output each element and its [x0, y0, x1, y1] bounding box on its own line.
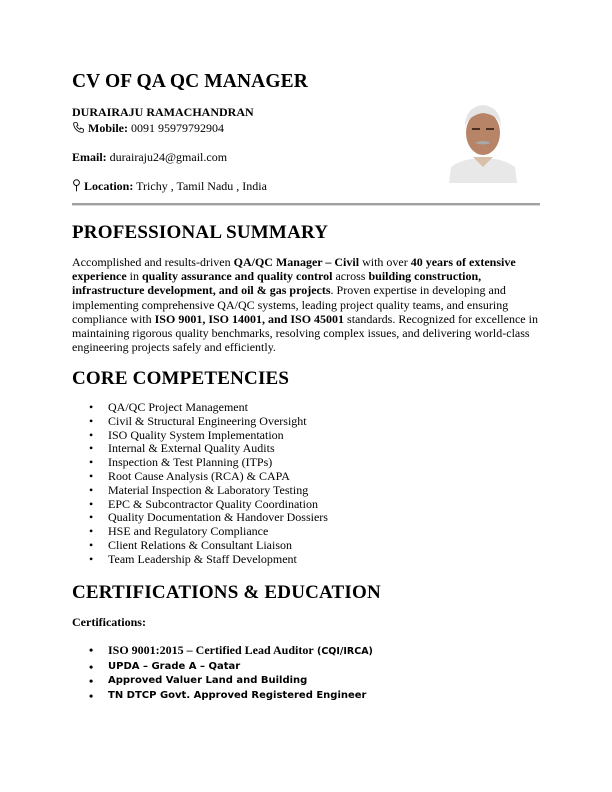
competency-item: • Client Relations & Consultant Liaison [72, 539, 328, 553]
certification-title: UPDA – Grade A – Qatar [108, 660, 241, 672]
summary-emphasis: QA/QC Manager – Civil [233, 255, 360, 269]
competency-item: • Material Inspection & Laboratory Testing [72, 484, 328, 498]
profile-photo [449, 95, 517, 183]
competency-item: • Quality Documentation & Handover Dossiers [72, 511, 328, 525]
certification-item [72, 643, 373, 660]
summary-paragraph [72, 255, 542, 354]
location-value: Trichy , Tamil Nadu , India [136, 179, 267, 193]
competency-item: • Internal & External Quality Audits [72, 442, 328, 456]
competency-item: • HSE and Regulatory Compliance [72, 525, 328, 539]
competency-item: • Inspection & Test Planning (ITPs) [72, 456, 328, 470]
competency-item: • Civil & Structural Engineering Oversight [72, 415, 328, 429]
document-title: CV OF QA QC MANAGER [72, 71, 308, 92]
competency-item: • Team Leadership & Staff Development [72, 553, 328, 567]
competency-item: • Root Cause Analysis (RCA) & CAPA [72, 470, 328, 484]
competency-item: • QA/QC Project Management [72, 401, 328, 415]
summary-emphasis: 40 years of extensive experience [72, 255, 516, 284]
certification-issuer: (CQI/IRCA) [313, 646, 373, 657]
mobile-line [72, 121, 224, 138]
summary-emphasis: building construction, infrastructure development, and oil & gas projects [72, 269, 482, 298]
phone-icon [72, 121, 85, 138]
competency-item: • ISO Quality System Implementation [72, 429, 328, 443]
certification-item [72, 689, 373, 704]
summary-emphasis: quality assurance and quality control [141, 269, 333, 284]
summary-text: standards. Recognized for excellence in maintaining rigorous quality benchmarks, resolving complex issues, and delivering world-class engineering projects safely and efficiently. [72, 311, 538, 355]
header-divider [72, 203, 540, 206]
email-line [72, 150, 227, 165]
certifications-list [72, 643, 373, 703]
mobile-label: Mobile: [88, 121, 128, 135]
certifications-heading: CERTIFICATIONS & EDUCATION [72, 582, 381, 603]
summary-text: . Proven expertise in developing and implementing comprehensive QA/QC systems, leading project quality teams, and ensuring compliance with [72, 283, 509, 326]
certification-item [72, 660, 373, 675]
location-label: Location: [84, 179, 134, 193]
certification-title: ISO 9001:2015 – Certified Lead Auditor [108, 643, 314, 657]
location-line [72, 179, 267, 196]
candidate-name: DURAIRAJU RAMACHANDRAN [72, 105, 254, 119]
competency-item: • EPC & Subcontractor Quality Coordination [72, 498, 328, 512]
competencies-heading: CORE COMPETENCIES [72, 368, 290, 389]
email-label: Email: [72, 150, 107, 164]
summary-text: in [126, 269, 142, 284]
summary-text: with over [359, 255, 411, 269]
summary-text: across [332, 269, 369, 284]
email-value[interactable]: durairaju24@gmail.com [109, 150, 228, 164]
summary-heading: PROFESSIONAL SUMMARY [72, 222, 329, 243]
certification-title: TN DTCP Govt. Approved Registered Engineer [108, 689, 367, 701]
summary-emphasis: ISO 9001, ISO 14001, and ISO 45001 [154, 311, 345, 326]
summary-text: Accomplished and results-driven [72, 255, 234, 269]
location-pin-icon [72, 179, 81, 196]
certification-item [72, 674, 373, 689]
certification-title: Approved Valuer Land and Building [108, 675, 308, 686]
competencies-list [72, 401, 328, 567]
mobile-value: 0091 95979792904 [131, 121, 224, 135]
certifications-subheading: Certifications: [72, 615, 146, 629]
